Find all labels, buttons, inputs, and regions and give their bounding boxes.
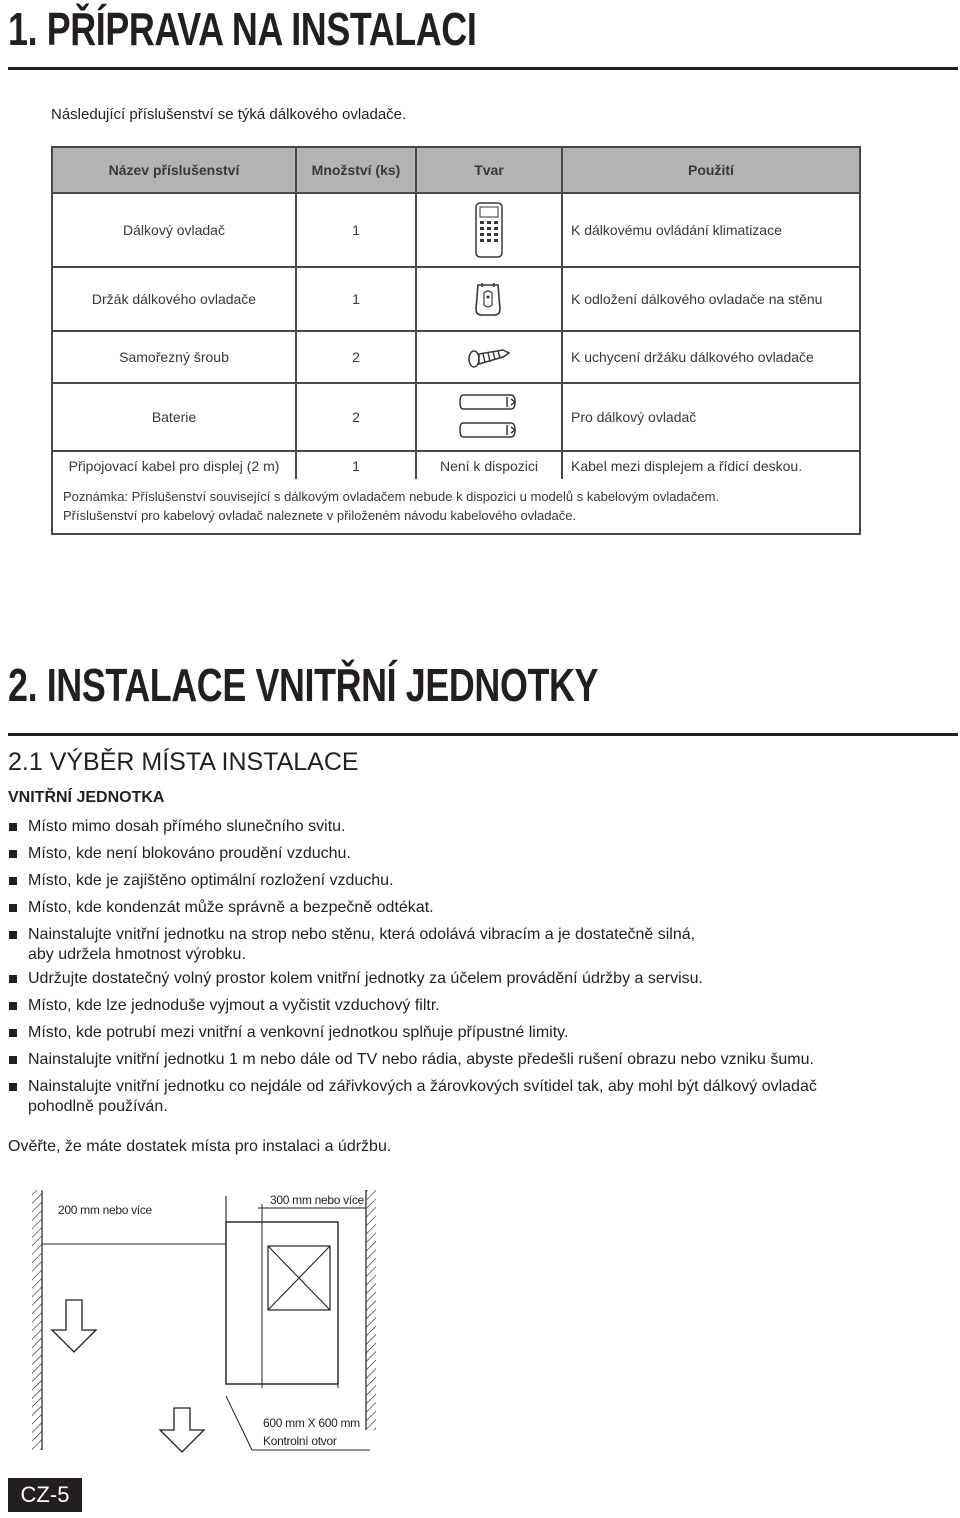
left-wall <box>32 1190 42 1450</box>
list-item-text: Místo, kde není blokováno proudění vzduchu. <box>28 845 351 862</box>
row-qty: 1 <box>296 193 416 267</box>
remote-control-cell <box>416 193 562 267</box>
section-2-rule <box>8 733 958 736</box>
row-shape-text: Není k dispozici <box>416 451 562 479</box>
list-item <box>8 1020 938 1046</box>
table-row <box>52 267 860 331</box>
screw-cell <box>416 331 562 383</box>
row-qty: 2 <box>296 383 416 451</box>
row-name: Baterie <box>52 383 296 451</box>
unit-heading: VNITŘNÍ JEDNOTKA <box>8 789 165 806</box>
battery-cell <box>416 383 562 451</box>
table-row <box>52 193 860 267</box>
airflow-arrow-left <box>52 1300 96 1352</box>
row-name: Dálkový ovladač <box>52 193 296 267</box>
label-opening-size: 600 mm X 600 mm <box>263 1416 360 1430</box>
row-use: Kabel mezi displejem a řídicí deskou. <box>562 451 860 479</box>
remote-holder-cell <box>416 267 562 331</box>
note-line-1: Poznámka: Příslušenství související s dálkovým ovladačem nebude k dispozici u modelů s kabelovým ovladačem. <box>63 489 720 504</box>
list-item-text: Místo mimo dosah přímého slunečního svitu. <box>28 818 346 835</box>
list-item-text: Místo, kde je zajištěno optimální rozložení vzduchu. <box>28 872 394 889</box>
page-number: CZ-5 <box>8 1478 82 1512</box>
list-item-text: Udržujte dostatečný volný prostor kolem vnitřní jednotky za účelem provádění údržby a servisu. <box>28 970 703 987</box>
list-item <box>8 966 938 992</box>
section-1-title: 1. PŘÍPRAVA NA INSTALACI <box>8 3 477 55</box>
header-name: Název příslušenství <box>52 147 296 193</box>
label-right-clearance: 300 mm nebo více <box>270 1193 364 1207</box>
label-opening-name: Kontrolní otvor <box>263 1434 337 1448</box>
list-item <box>8 1047 938 1073</box>
list-item <box>8 868 938 894</box>
row-name: Držák dálkového ovladače <box>52 267 296 331</box>
section-2-title: 2. INSTALACE VNITŘNÍ JEDNOTKY <box>8 659 599 711</box>
list-item-continuation: aby udržela hmotnost výrobku. <box>28 946 246 963</box>
row-use: K odložení dálkového ovladače na stěnu <box>562 267 860 331</box>
list-item-text: Nainstalujte vnitřní jednotku na strop nebo stěnu, která odolává vibracím a je dostatečně silná, <box>28 926 696 943</box>
table-note <box>52 479 860 534</box>
list-item <box>8 922 938 965</box>
leader-line <box>226 1396 252 1450</box>
row-use: K uchycení držáku dálkového ovladače <box>562 331 860 383</box>
list-item-text: Nainstalujte vnitřní jednotku co nejdále od zářivkových a žárovkových svítidel tak, aby mohl být dálkový ovladač <box>28 1078 817 1095</box>
header-use: Použití <box>562 147 860 193</box>
remote-holder-icon <box>472 279 506 319</box>
row-name: Připojovací kabel pro displej (2 m) <box>52 451 296 479</box>
list-item <box>8 841 938 867</box>
bullet-icon <box>9 850 17 858</box>
intro-text: Následující příslušenství se týká dálkového ovladače. <box>51 106 407 123</box>
note-row <box>52 479 860 534</box>
right-wall <box>366 1190 376 1430</box>
airflow-arrow-bottom <box>160 1408 204 1452</box>
check-space-text: Ověřte, že máte dostatek místa pro instalaci a údržbu. <box>8 1138 392 1155</box>
table-header-row <box>52 147 860 193</box>
title-rule <box>8 67 958 70</box>
bullet-icon <box>9 877 17 885</box>
list-item-continuation: pohodlně používán. <box>28 1098 168 1115</box>
row-qty: 1 <box>296 451 416 479</box>
bullet-icon <box>9 1083 17 1091</box>
remote-control-icon <box>474 201 504 259</box>
list-item-text: Nainstalujte vnitřní jednotku 1 m nebo dále od TV nebo rádia, abyste předešli rušení obrazu nebo vzniku šumu. <box>28 1051 814 1068</box>
table-row <box>52 383 860 451</box>
list-item-text: Místo, kde potrubí mezi vnitřní a venkovní jednotkou splňuje přípustné limity. <box>28 1024 569 1041</box>
note-line-2: Příslušenství pro kabelový ovladač naleznete v přiloženém návodu kabelového ovladače. <box>63 508 577 523</box>
row-use: K dálkovému ovládání klimatizace <box>562 193 860 267</box>
row-use: Pro dálkový ovladač <box>562 383 860 451</box>
row-name: Samořezný šroub <box>52 331 296 383</box>
list-item <box>8 814 938 840</box>
header-qty: Množství (ks) <box>296 147 416 193</box>
bullet-icon <box>9 1056 17 1064</box>
accessories-table <box>51 146 861 535</box>
bullet-icon <box>9 975 17 983</box>
bullet-icon <box>9 1029 17 1037</box>
subsection-title: 2.1 VÝBĚR MÍSTA INSTALACE <box>8 748 359 776</box>
table-row <box>52 451 860 479</box>
list-item <box>8 1074 938 1117</box>
header-shape: Tvar <box>416 147 562 193</box>
table-row <box>52 331 860 383</box>
label-left-clearance: 200 mm nebo více <box>58 1203 152 1217</box>
list-item-text: Místo, kde lze jednoduše vyjmout a vyčistit vzduchový filtr. <box>28 997 440 1014</box>
requirements-list <box>8 814 938 1118</box>
list-item <box>8 895 938 921</box>
bullet-icon <box>9 1002 17 1010</box>
bullet-icon <box>9 931 17 939</box>
row-qty: 1 <box>296 267 416 331</box>
list-item <box>8 993 938 1019</box>
screw-icon <box>467 344 511 370</box>
bullet-icon <box>9 823 17 831</box>
battery-icon <box>457 392 521 442</box>
bullet-icon <box>9 904 17 912</box>
list-item-text: Místo, kde kondenzát může správně a bezpečně odtékat. <box>28 899 434 916</box>
row-qty: 2 <box>296 331 416 383</box>
